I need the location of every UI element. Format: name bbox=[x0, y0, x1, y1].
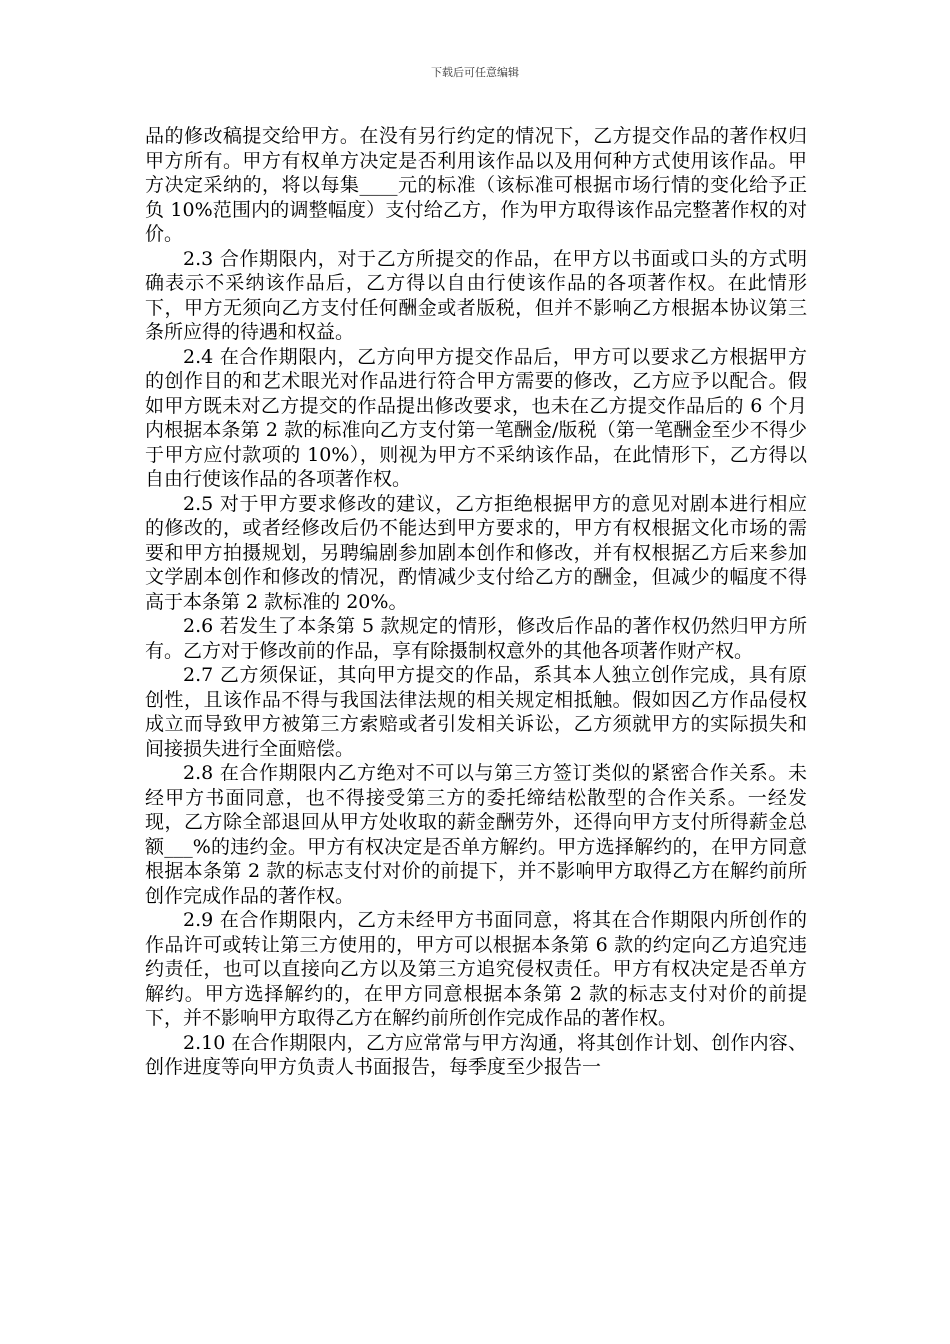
paragraph-clause-2-3: 2.3 合作期限内，对于乙方所提交的作品，在甲方以书面或口头的方式明确表示不采纳该作品后，乙方得以自由行使该作品的各项著作权。在此情形下，甲方无须向乙方支付任何酬金或者版税，但并不影响乙方根据本协议第三条所应得的待遇和权益。 bbox=[145, 247, 807, 343]
paragraph-clause-2-9: 2.9 在合作期限内，乙方未经甲方书面同意，将其在合作期限内所创作的作品许可或转让第三方使用的，甲方可以根据本条第 6 款的约定向乙方追究违约责任，也可以直接向乙方以及第三方追究侵权责任。甲方有权决定是否单方解约。甲方选择解约的，在甲方同意根据本条第 2 款的标志支付对价的前提下，并不影响甲方取得乙方在解约前所创作完成作品的著作权。 bbox=[145, 909, 807, 1029]
paragraph-clause-2-7: 2.7 乙方须保证，其向甲方提交的作品，系其本人独立创作完成，具有原创性，且该作品不得与我国法律法规的相关规定相抵触。假如因乙方作品侵权成立而导致甲方被第三方索赔或者引发相关诉讼，乙方须就甲方的实际损失和间接损失进行全面赔偿。 bbox=[145, 664, 807, 760]
paragraph-clause-2-6: 2.6 若发生了本条第 5 款规定的情形，修改后作品的著作权仍然归甲方所有。乙方对于修改前的作品，享有除摄制权意外的其他各项著作财产权。 bbox=[145, 615, 807, 662]
paragraph-clause-2-10: 2.10 在合作期限内，乙方应常常与甲方沟通，将其创作计划、创作内容、创作进度等向甲方负责人书面报告，每季度至少报告一 bbox=[145, 1031, 807, 1078]
document-body bbox=[145, 124, 807, 1080]
page-header: 下载后可任意编辑 bbox=[431, 66, 519, 79]
paragraph-clause-2-8: 2.8 在合作期限内乙方绝对不可以与第三方签订类似的紧密合作关系。未经甲方书面同意，也不得接受第三方的委托缔结松散型的合作关系。一经发现，乙方除全部退回从甲方处收取的薪金酬劳外，还得向甲方支付所得薪金总额___%的违约金。甲方有权决定是否单方解约。甲方选择解约的，在甲方同意根据本条第 2 款的标志支付对价的前提下，并不影响甲方取得乙方在解约前所创作完成作品的著作权。 bbox=[145, 762, 807, 907]
paragraph-continuation: 品的修改稿提交给甲方。在没有另行约定的情况下，乙方提交作品的著作权归甲方所有。甲方有权单方决定是否利用该作品以及用何种方式使用该作品。甲方决定采纳的，将以每集____元的标准（该标准可根据市场行情的变化给予正负 10%范围内的调整幅度）支付给乙方，作为甲方取得该作品完整著作权的对价。 bbox=[145, 125, 807, 245]
paragraph-clause-2-5: 2.5 对于甲方要求修改的建议，乙方拒绝根据甲方的意见对剧本进行相应的修改的，或者经修改后仍不能达到甲方要求的，甲方有权根据文化市场的需要和甲方拍摄规划，另聘编剧参加剧本创作和修改，并有权根据乙方后来参加文学剧本创作和修改的情况，酌情减少支付给乙方的酬金，但减少的幅度不得高于本条第 2 款标准的 20%。 bbox=[145, 492, 807, 613]
paragraph-clause-2-4: 2.4 在合作期限内，乙方向甲方提交作品后，甲方可以要求乙方根据甲方的创作目的和艺术眼光对作品进行符合甲方需要的修改，乙方应予以配合。假如甲方既未对乙方提交的作品提出修改要求，也未在乙方提交作品后的 6 个月内根据本条第 2 款的标准向乙方支付第一笔酬金/版税（第一笔酬金至少不得少于甲方应付款项的 10%），则视为甲方不采纳该作品，在此情形下，乙方得以自由行使该作品的各项著作权。 bbox=[145, 345, 807, 490]
